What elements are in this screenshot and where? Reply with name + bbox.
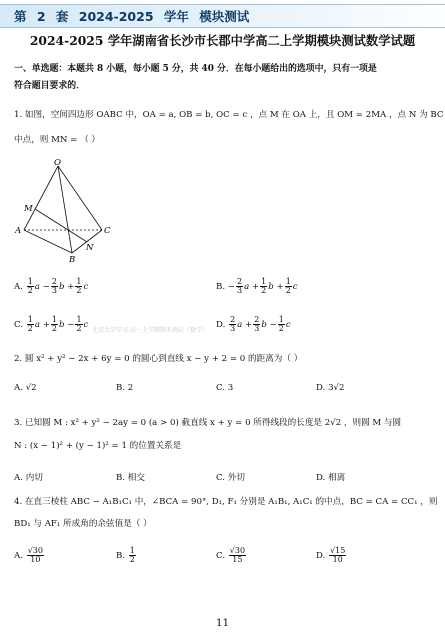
label-O: O xyxy=(54,158,61,168)
q1-option-b[interactable]: B. − $\frac{2}{3}$ a + $\frac{1}{2}$ b + $\frac{1}{2}$ c xyxy=(216,277,298,295)
q4-option-d[interactable]: D. $\frac{√15}{10}$ xyxy=(316,546,346,564)
section-instructions-line2: 符合题目要求的． xyxy=(14,81,85,91)
q3-option-b[interactable]: B. 相交 xyxy=(116,473,145,483)
q4-option-b[interactable]: B. $\frac{1}{2}$ xyxy=(116,546,135,564)
label-A: A xyxy=(15,226,22,236)
q4-option-c[interactable]: C. $\frac{√30}{15}$ xyxy=(216,546,246,564)
q2-option-d[interactable]: D. 3√2 xyxy=(316,383,345,393)
watermark-text: 北京大学学习·高一上学期期末测试（数学） xyxy=(92,327,208,334)
section-instructions-line1: 一、单选题：本题共 8 小题，每小题 5 分，共 40 分．在每小题给出的选项中，只有一项是 xyxy=(14,64,377,74)
q1-stem-line2: 中点，则 MN = （ ） xyxy=(14,135,101,145)
page-title: 2024-2025 学年湖南省长沙市长郡中学高二上学期模块测试数学试题 xyxy=(29,33,416,48)
q3-stem-line1: 3. 已知圆 M : x² + y² − 2ay = 0 (a > 0) 截直线 x + y = 0 所得线段的长度是 2√2 ，则圆 M 与圆 xyxy=(14,418,402,428)
q2-option-c[interactable]: C. 3 xyxy=(216,383,234,393)
page-number: 11 xyxy=(215,617,230,629)
q4-option-a[interactable]: A. $\frac{√30}{10}$ xyxy=(14,546,43,564)
label-M: M xyxy=(24,204,33,214)
q1-tetrahedron-figure xyxy=(14,158,114,264)
q2-stem: 2. 圆 x² + y² − 2x + 6y = 0 的圆心到直线 x − y + 2 = 0 的距离为（ ） xyxy=(14,354,303,364)
edge-OB xyxy=(58,166,72,253)
q1-option-c[interactable]: C. $\frac{1}{2}$ a + $\frac{1}{2}$ b − $\frac{1}{2}$ c xyxy=(14,315,89,333)
q1-stem-line1: 1. 如图，空间四边形 OABC 中，OA = a, OB = b, OC = c ，点 M 在 OA 上，且 OM = 2MA ，点 N 为 BC xyxy=(14,110,444,120)
edge-OC xyxy=(58,166,102,230)
q3-stem-line2: N : (x − 1)² + (y − 1)² = 1 的位置关系是 xyxy=(14,441,182,451)
banner-text: 第 2 套 2024-2025 学年 模块测试 xyxy=(14,9,250,24)
edge-AB xyxy=(24,230,72,253)
q2-option-b[interactable]: B. 2 xyxy=(116,383,134,393)
segment-MN xyxy=(35,209,87,242)
label-C: C xyxy=(104,226,111,236)
q3-option-a[interactable]: A. 内切 xyxy=(14,473,43,483)
q3-option-c[interactable]: C. 外切 xyxy=(216,473,245,483)
q2-option-a[interactable]: A. √2 xyxy=(14,383,37,393)
q4-stem-line2: BD₁ 与 AF₁ 所成角的余弦值是（ ） xyxy=(14,519,152,529)
q4-stem-line1: 4. 在直三棱柱 ABC − A₁B₁C₁ 中，∠BCA = 90°, D₁, F₁ 分别是 A₁B₁, A₁C₁ 的中点，BC = CA = CC₁ ，则 xyxy=(14,497,438,507)
q3-option-d[interactable]: D. 相离 xyxy=(316,473,346,483)
q1-option-a[interactable]: A. $\frac{1}{2}$ a − $\frac{2}{3}$ b + $\frac{1}{2}$ c xyxy=(14,277,89,295)
label-B: B xyxy=(69,255,76,264)
q1-option-d[interactable]: D. $\frac{2}{3}$ a + $\frac{2}{3}$ b − $\frac{1}{2}$ c xyxy=(216,315,291,333)
label-N: N xyxy=(86,243,94,253)
